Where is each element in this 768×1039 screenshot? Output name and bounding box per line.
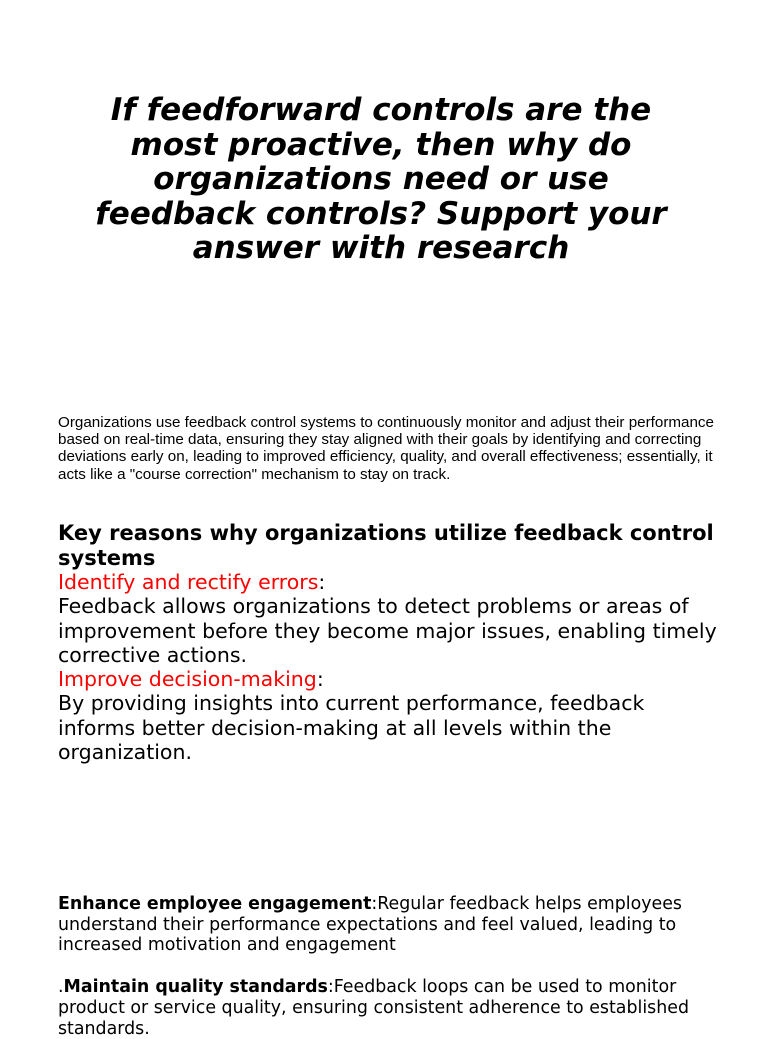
more-reason-item bbox=[58, 894, 738, 956]
more-reasons-section bbox=[58, 894, 738, 1039]
intro-clip bbox=[0, 414, 768, 508]
key-reasons-section bbox=[58, 521, 728, 764]
more-reason-body: :Feedback loops can be used to monitor product or service quality, ensuring consistent adherence to established standards. bbox=[58, 977, 689, 1039]
spacer bbox=[58, 956, 738, 977]
reason-body: By providing insights into current performance, feedback informs better decision-making at all levels within the organization. bbox=[58, 691, 645, 765]
more-reason-item bbox=[58, 977, 738, 1039]
reason-item bbox=[58, 667, 728, 691]
more-reason-body: :Regular feedback helps employees understand their performance expectations and feel valued, leading to increased motivation and engagement bbox=[58, 894, 682, 956]
reason-item bbox=[58, 570, 728, 594]
more-reason-prefix: . bbox=[58, 977, 64, 998]
reason-title: Improve decision-making bbox=[58, 667, 317, 692]
reason-body: Feedback allows organizations to detect problems or areas of improvement before they become major issues, enabling timely corrective actions. bbox=[58, 594, 717, 667]
intro-clipped-line: Organizations use feedback control systems to continuously monitor and adjust bbox=[58, 414, 591, 431]
reason-colon: : bbox=[318, 570, 326, 594]
more-reason-title: Enhance employee engagement bbox=[58, 894, 372, 914]
intro-text: their performance based on real-time data, ensuring they stay aligned with their goals by identifying and correcting deviations early on, leading to improved efficiency, quality, and overall effectiveness; essentially, it acts like a "course correction" mechanism to stay on track. bbox=[58, 414, 714, 483]
key-reasons-heading: Key reasons why organizations utilize feedback control systems bbox=[58, 521, 714, 570]
more-reason-title: Maintain quality standards bbox=[63, 977, 328, 998]
intro-paragraph bbox=[58, 414, 718, 483]
reason-colon: : bbox=[316, 667, 324, 692]
reason-title: Identify and rectify errors bbox=[58, 570, 319, 594]
page-title: If feedforward controls are the most proactive, then why do organizations need or use feedback controls? Support your answer with research bbox=[95, 92, 667, 266]
